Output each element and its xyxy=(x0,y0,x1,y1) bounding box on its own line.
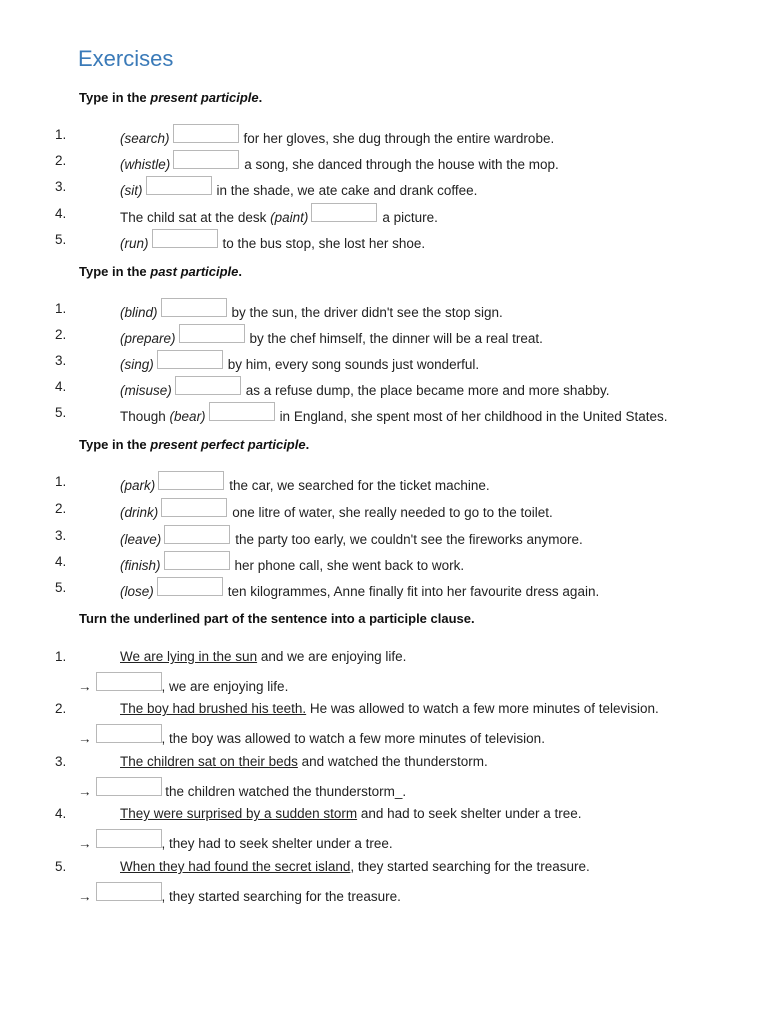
answer-input[interactable] xyxy=(311,203,377,222)
answer-input[interactable] xyxy=(209,402,275,421)
answer-input[interactable] xyxy=(173,150,239,169)
section-heading-present-perfect-participle: Type in the present perfect participle. xyxy=(79,437,310,452)
answer-input[interactable] xyxy=(173,124,239,143)
answer-input[interactable] xyxy=(96,672,162,691)
section-heading-past-participle: Type in the past participle. xyxy=(79,264,243,279)
answer-input[interactable] xyxy=(157,350,223,369)
arrow-icon: → xyxy=(78,731,92,746)
answer-input[interactable] xyxy=(96,777,162,796)
arrow-icon: → xyxy=(78,889,92,904)
section-heading-participle-clause: Turn the underlined part of the sentence into a participle clause. xyxy=(79,611,475,626)
arrow-icon: → xyxy=(78,836,92,851)
answer-input[interactable] xyxy=(158,471,224,490)
answer-input[interactable] xyxy=(157,577,223,596)
answer-input[interactable] xyxy=(161,498,227,517)
answer-input[interactable] xyxy=(146,176,212,195)
answer-input[interactable] xyxy=(96,882,162,901)
answer-input[interactable] xyxy=(179,324,245,343)
arrow-icon: → xyxy=(78,679,92,694)
answer-input[interactable] xyxy=(164,551,230,570)
section-heading-present-participle: Type in the present participle. xyxy=(79,90,263,105)
answer-input[interactable] xyxy=(161,298,227,317)
answer-input[interactable] xyxy=(175,376,241,395)
answer-input[interactable] xyxy=(152,229,218,248)
arrow-icon: → xyxy=(78,784,92,799)
answer-input[interactable] xyxy=(164,525,230,544)
answer-input[interactable] xyxy=(96,724,162,743)
page-title: Exercises xyxy=(78,46,174,71)
answer-input[interactable] xyxy=(96,829,162,848)
